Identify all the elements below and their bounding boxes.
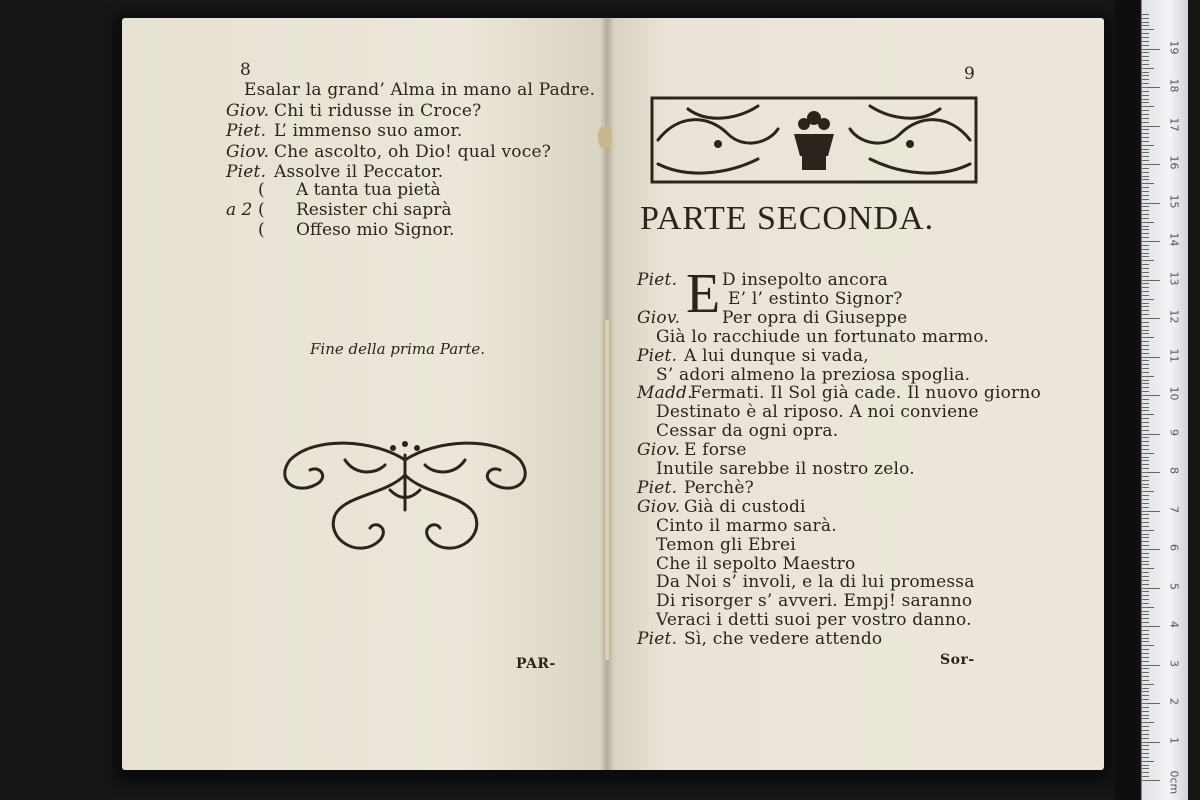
ruler-tick	[1142, 537, 1149, 538]
ruler-tick	[1142, 780, 1160, 781]
ruler-tick	[1142, 522, 1149, 523]
verse-line: Per opra di Giuseppe	[722, 307, 908, 328]
ruler-tick	[1142, 229, 1149, 230]
ruler-tick	[1142, 603, 1149, 604]
ruler-tick	[1142, 653, 1149, 654]
ruler-tick	[1142, 753, 1149, 754]
ruler-tick	[1142, 668, 1149, 669]
end-of-part-note: Fine della prima Parte.	[310, 340, 486, 358]
ruler-tick	[1142, 364, 1149, 365]
ruler-tick	[1142, 557, 1149, 558]
ruler-tick	[1142, 272, 1149, 273]
verse-line: D insepolto ancora	[722, 270, 888, 290]
ruler-tick	[1142, 49, 1160, 50]
duet-line-2: Resister chi saprà	[296, 200, 452, 220]
ruler-tick	[1142, 638, 1149, 639]
ruler-tick	[1142, 45, 1149, 46]
ruler-tick	[1142, 75, 1149, 76]
ruler-tick	[1142, 618, 1149, 619]
verse-line: Che il sepolto Maestro	[656, 553, 856, 574]
left-catchword: PAR-	[516, 656, 556, 672]
ruler-tick	[1142, 495, 1149, 496]
ruler-tick	[1142, 657, 1149, 658]
ruler-tick	[1142, 337, 1154, 338]
verse-line: Di risorger s’ avveri. Empj! saranno	[656, 591, 973, 612]
ruler-tick	[1142, 726, 1149, 727]
right-page-number: 9	[964, 64, 975, 84]
ruler-tick	[1142, 742, 1160, 743]
ruler-tick	[1142, 18, 1149, 19]
ruler-tick	[1142, 530, 1154, 531]
scroll-ornament-left-page	[275, 440, 535, 565]
ruler-tick	[1142, 518, 1149, 519]
ruler-tick	[1142, 133, 1149, 134]
ruler-tick	[1142, 206, 1149, 207]
ruler-tick	[1142, 487, 1149, 488]
ruler-tick	[1142, 14, 1149, 15]
ruler-tick	[1142, 457, 1149, 458]
duet-line-1: A tanta tua pietà	[296, 180, 441, 200]
ruler-tick	[1142, 326, 1149, 327]
ruler-tick	[1142, 611, 1149, 612]
verse-line: Assolve il Peccator.	[274, 162, 444, 182]
ruler-tick	[1142, 72, 1149, 73]
ruler-number: 15	[1167, 194, 1181, 208]
ruler-tick	[1142, 203, 1160, 204]
ruler-number: 12	[1167, 309, 1181, 324]
ruler-tick	[1142, 260, 1154, 261]
ruler-tick	[1142, 484, 1149, 485]
ruler-tick	[1142, 453, 1154, 454]
verse-line: Da Noi s’ involi, e la di lui promessa	[656, 572, 975, 593]
ruler-tick	[1142, 249, 1149, 250]
ruler-tick	[1142, 199, 1149, 200]
ruler-number: 6	[1167, 544, 1181, 551]
ruler-tick	[1142, 60, 1149, 61]
ruler-number: 19	[1167, 40, 1181, 54]
scan-mat	[1115, 0, 1140, 800]
ruler-tick	[1142, 711, 1149, 712]
measurement-ruler	[1141, 0, 1188, 800]
ruler-tick	[1142, 468, 1149, 469]
ruler-tick	[1142, 722, 1154, 723]
ruler-tick	[1142, 561, 1149, 562]
ruler-tick	[1142, 145, 1154, 146]
ruler-tick	[1142, 129, 1149, 130]
ruler-tick	[1142, 387, 1149, 388]
ruler-tick	[1142, 514, 1149, 515]
ruler-number: 5	[1167, 582, 1181, 590]
speaker-label: Giov.	[226, 141, 270, 162]
duet-bracket-1: (	[258, 180, 265, 200]
ruler-tick	[1142, 695, 1149, 696]
ruler-tick	[1142, 410, 1149, 411]
ruler-tick	[1142, 434, 1160, 435]
ruler-tick	[1142, 210, 1149, 211]
ruler-tick	[1142, 768, 1149, 769]
ruler-tick	[1142, 333, 1149, 334]
ruler-tick	[1142, 245, 1149, 246]
ruler-tick	[1142, 126, 1160, 127]
ruler-tick	[1142, 591, 1149, 592]
speaker-label: Giov.	[226, 100, 270, 121]
ruler-tick	[1142, 688, 1149, 689]
ruler-tick	[1142, 95, 1149, 96]
speaker-label: Piet.	[637, 270, 678, 290]
verse-line: A lui dunque si vada,	[684, 345, 869, 366]
ruler-number: 14	[1167, 232, 1181, 247]
ruler-tick	[1142, 526, 1149, 527]
speaker-label: Piet.	[637, 345, 678, 366]
ruler-tick	[1142, 380, 1149, 381]
ruler-tick	[1142, 256, 1149, 257]
speaker-label: Giov.	[637, 307, 681, 328]
ruler-tick	[1142, 172, 1149, 173]
ruler-tick	[1142, 707, 1149, 708]
verse-line: Già di custodi	[684, 496, 806, 517]
ruler-tick	[1142, 430, 1149, 431]
ruler-tick	[1142, 376, 1154, 377]
ruler-tick	[1142, 491, 1154, 492]
ruler-tick	[1142, 303, 1149, 304]
ruler-tick	[1142, 191, 1149, 192]
ruler-tick	[1142, 56, 1149, 57]
ruler-tick	[1142, 137, 1149, 138]
ruler-tick	[1142, 595, 1149, 596]
ruler-number: 2	[1167, 698, 1181, 705]
ruler-tick	[1142, 584, 1149, 585]
ruler-tick	[1142, 460, 1149, 461]
ruler-tick	[1142, 676, 1149, 677]
ruler-tick	[1142, 599, 1149, 600]
ruler-tick	[1142, 503, 1149, 504]
ruler-number: 11	[1167, 348, 1181, 362]
ruler-tick	[1142, 661, 1149, 662]
ruler-tick	[1142, 549, 1160, 550]
ruler-tick	[1142, 187, 1149, 188]
ruler-tick	[1142, 576, 1149, 577]
ruler-tick	[1142, 507, 1149, 508]
ruler-tick	[1142, 195, 1149, 196]
ruler-tick	[1142, 607, 1154, 608]
verse-line: Cinto il marmo sarà.	[656, 515, 837, 536]
ruler-tick	[1142, 330, 1149, 331]
ruler-tick	[1142, 630, 1149, 631]
ruler-tick	[1142, 164, 1160, 165]
ruler-number: 7	[1167, 505, 1181, 513]
speaker-label: Giov.	[637, 496, 681, 517]
ruler-tick	[1142, 222, 1154, 223]
verse-line: Cessar da ogni opra.	[656, 421, 839, 442]
verse-line: Veraci i detti suoi per vostro danno.	[656, 610, 972, 631]
verse-line: Chi ti ridusse in Croce?	[274, 100, 482, 121]
ruler-tick	[1142, 291, 1149, 292]
ruler-tick	[1142, 572, 1149, 573]
ruler-tick	[1142, 534, 1149, 535]
ruler-tick	[1142, 22, 1149, 23]
ruler-tick	[1142, 122, 1149, 123]
ruler-number: 4	[1167, 621, 1181, 628]
duet-bracket-3: (	[258, 220, 265, 240]
ruler-tick	[1142, 626, 1160, 627]
ruler-tick	[1142, 156, 1149, 157]
ruler-number: 9	[1167, 428, 1181, 436]
ruler-tick	[1142, 314, 1149, 315]
ruler-tick	[1142, 41, 1149, 42]
ruler-tick	[1142, 322, 1149, 323]
ruler-tick	[1142, 295, 1149, 296]
ruler-tick	[1142, 422, 1149, 423]
speaker-label: Piet.	[226, 162, 267, 182]
speaker-label: Piet.	[226, 121, 267, 141]
ruler-tick	[1142, 149, 1149, 150]
ruler-tick	[1142, 283, 1149, 284]
ruler-tick	[1142, 299, 1154, 300]
ruler-tick	[1142, 699, 1149, 700]
ruler-tick	[1142, 403, 1149, 404]
ruler-tick	[1142, 226, 1149, 227]
duet-line-3: Offeso mio Signor.	[296, 220, 455, 240]
ruler-tick	[1142, 341, 1149, 342]
right-catchword: Sor-	[940, 652, 975, 668]
verse-line: S’ adori almeno la preziosa spoglia.	[656, 364, 971, 385]
binding-knot	[598, 126, 612, 148]
ruler-tick	[1142, 437, 1149, 438]
verse-line: L’ immenso suo amor.	[274, 121, 463, 141]
ruler-tick	[1142, 87, 1160, 88]
ruler-number: 18	[1167, 78, 1181, 93]
ruler-tick	[1142, 734, 1149, 735]
ruler-tick	[1142, 383, 1149, 384]
ruler-tick	[1142, 91, 1149, 92]
part-two-title: PARTE SECONDA.	[640, 200, 935, 237]
ruler-tick	[1142, 141, 1149, 142]
ruler-tick	[1142, 99, 1149, 100]
ruler-tick	[1142, 106, 1154, 107]
ruler-tick	[1142, 102, 1149, 103]
ruler-tick	[1142, 179, 1149, 180]
ruler-tick	[1142, 395, 1160, 396]
ruler-tick	[1142, 368, 1149, 369]
speaker-label: Piet.	[637, 477, 678, 498]
verse-line: Perchè?	[684, 477, 754, 498]
speaker-label: Giov.	[637, 440, 681, 461]
ruler-tick	[1142, 680, 1149, 681]
ruler-tick	[1142, 118, 1149, 119]
ruler-tick	[1142, 715, 1149, 716]
ruler-tick	[1142, 268, 1149, 269]
ruler-tick	[1142, 449, 1149, 450]
ruler-number: 8	[1167, 467, 1181, 474]
ruler-tick	[1142, 176, 1149, 177]
ruler-tick	[1142, 68, 1154, 69]
ruler-tick	[1142, 588, 1160, 589]
verse-line: Destinato è al riposo. A noi conviene	[656, 402, 979, 423]
ruler-number: 0cm	[1167, 770, 1181, 795]
ruler-tick	[1142, 476, 1149, 477]
ruler-tick	[1142, 218, 1149, 219]
ruler-tick	[1142, 407, 1149, 408]
ruler-tick	[1142, 776, 1149, 777]
ruler-tick	[1142, 541, 1149, 542]
verse-line: Fermati. Il Sol già cade. Il nuovo giorno	[690, 383, 1041, 404]
ruler-tick	[1142, 568, 1154, 569]
ruler-tick	[1142, 703, 1160, 704]
ruler-tick	[1142, 345, 1149, 346]
ruler-tick	[1142, 426, 1149, 427]
left-page-number: 8	[240, 60, 251, 80]
ruler-tick	[1142, 391, 1149, 392]
verse-line: Già lo racchiude un fortunato marmo.	[656, 326, 989, 347]
verse-line: Esalar la grand’ Alma in mano al Padre.	[244, 80, 596, 100]
ruler-tick	[1142, 349, 1149, 350]
ruler-tick	[1142, 318, 1160, 319]
ruler-tick	[1142, 499, 1149, 500]
ruler-tick	[1142, 357, 1160, 358]
ruler-number: 1	[1167, 736, 1181, 744]
ruler-tick	[1142, 634, 1149, 635]
headpiece-ornament	[648, 94, 980, 186]
ruler-tick	[1142, 214, 1149, 215]
ruler-tick	[1142, 614, 1149, 615]
ruler-tick	[1142, 52, 1149, 53]
ruler-tick	[1142, 160, 1149, 161]
ruler-tick	[1142, 665, 1160, 666]
verse-line: Sì, che vedere attendo	[684, 629, 883, 650]
ruler-tick	[1142, 545, 1149, 546]
ruler-tick	[1142, 306, 1149, 307]
ruler-tick	[1142, 37, 1149, 38]
ruler-tick	[1142, 237, 1149, 238]
speaker-label: Madd.	[637, 383, 693, 404]
ruler-tick	[1142, 441, 1149, 442]
verse-line: Inutile sarebbe il nostro zelo.	[656, 459, 915, 479]
ruler-tick	[1142, 553, 1149, 554]
ruler-tick	[1142, 64, 1149, 65]
ruler-tick	[1142, 772, 1149, 773]
ruler-tick	[1142, 622, 1149, 623]
ruler-tick	[1142, 480, 1149, 481]
ruler-tick	[1142, 745, 1149, 746]
ruler-tick	[1142, 287, 1149, 288]
ruler-tick	[1142, 253, 1149, 254]
verse-line: E forse	[684, 440, 747, 461]
binding-thread	[604, 320, 609, 660]
ruler-tick	[1142, 472, 1160, 473]
ruler-tick	[1142, 464, 1149, 465]
verse-line: E’ l’ estinto Signor?	[728, 288, 903, 309]
ruler-tick	[1142, 738, 1149, 739]
ruler-tick	[1142, 29, 1154, 30]
ruler-number: 16	[1167, 155, 1181, 170]
duet-bracket-2: (	[258, 200, 265, 220]
ruler-tick	[1142, 641, 1149, 642]
ruler-number: 17	[1167, 117, 1181, 131]
ruler-tick	[1142, 241, 1160, 242]
ruler-tick	[1142, 645, 1154, 646]
ruler-number: 10	[1167, 386, 1181, 401]
ruler-tick	[1142, 114, 1149, 115]
ruler-tick	[1142, 511, 1160, 512]
ruler-tick	[1142, 83, 1149, 84]
drop-cap: E	[686, 263, 721, 325]
ruler-tick	[1142, 25, 1149, 26]
ruler-tick	[1142, 757, 1149, 758]
ruler-tick	[1142, 233, 1149, 234]
ruler-tick	[1142, 399, 1149, 400]
ruler-tick	[1142, 414, 1154, 415]
ruler-tick	[1142, 691, 1149, 692]
ruler-number: 13	[1167, 271, 1181, 285]
ruler-tick	[1142, 310, 1149, 311]
ruler-number: 3	[1167, 659, 1181, 667]
verse-line: Temon gli Ebrei	[656, 534, 796, 555]
ruler-tick	[1142, 672, 1149, 673]
ruler-tick	[1142, 183, 1154, 184]
ruler-tick	[1142, 418, 1149, 419]
ruler-tick	[1142, 564, 1149, 565]
ruler-tick	[1142, 152, 1149, 153]
ruler-tick	[1142, 372, 1149, 373]
ruler-tick	[1142, 445, 1149, 446]
ruler-tick	[1142, 280, 1160, 281]
verse-line: Che ascolto, oh Dio! qual voce?	[274, 141, 552, 162]
ruler-tick	[1142, 353, 1149, 354]
ruler-tick	[1142, 749, 1149, 750]
ruler-tick	[1142, 79, 1149, 80]
ruler-tick	[1142, 730, 1149, 731]
ruler-tick	[1142, 580, 1149, 581]
speaker-label: Piet.	[637, 629, 678, 650]
ruler-tick	[1142, 684, 1154, 685]
duet-marker: a 2	[226, 200, 253, 220]
ruler-tick	[1142, 168, 1149, 169]
ruler-tick	[1142, 33, 1149, 34]
ruler-tick	[1142, 765, 1149, 766]
ruler-tick	[1142, 761, 1154, 762]
ruler-tick	[1142, 360, 1149, 361]
ruler-tick	[1142, 110, 1149, 111]
ruler-tick	[1142, 264, 1149, 265]
ruler-tick	[1142, 276, 1149, 277]
ruler-tick	[1142, 649, 1149, 650]
ruler-tick	[1142, 718, 1149, 719]
